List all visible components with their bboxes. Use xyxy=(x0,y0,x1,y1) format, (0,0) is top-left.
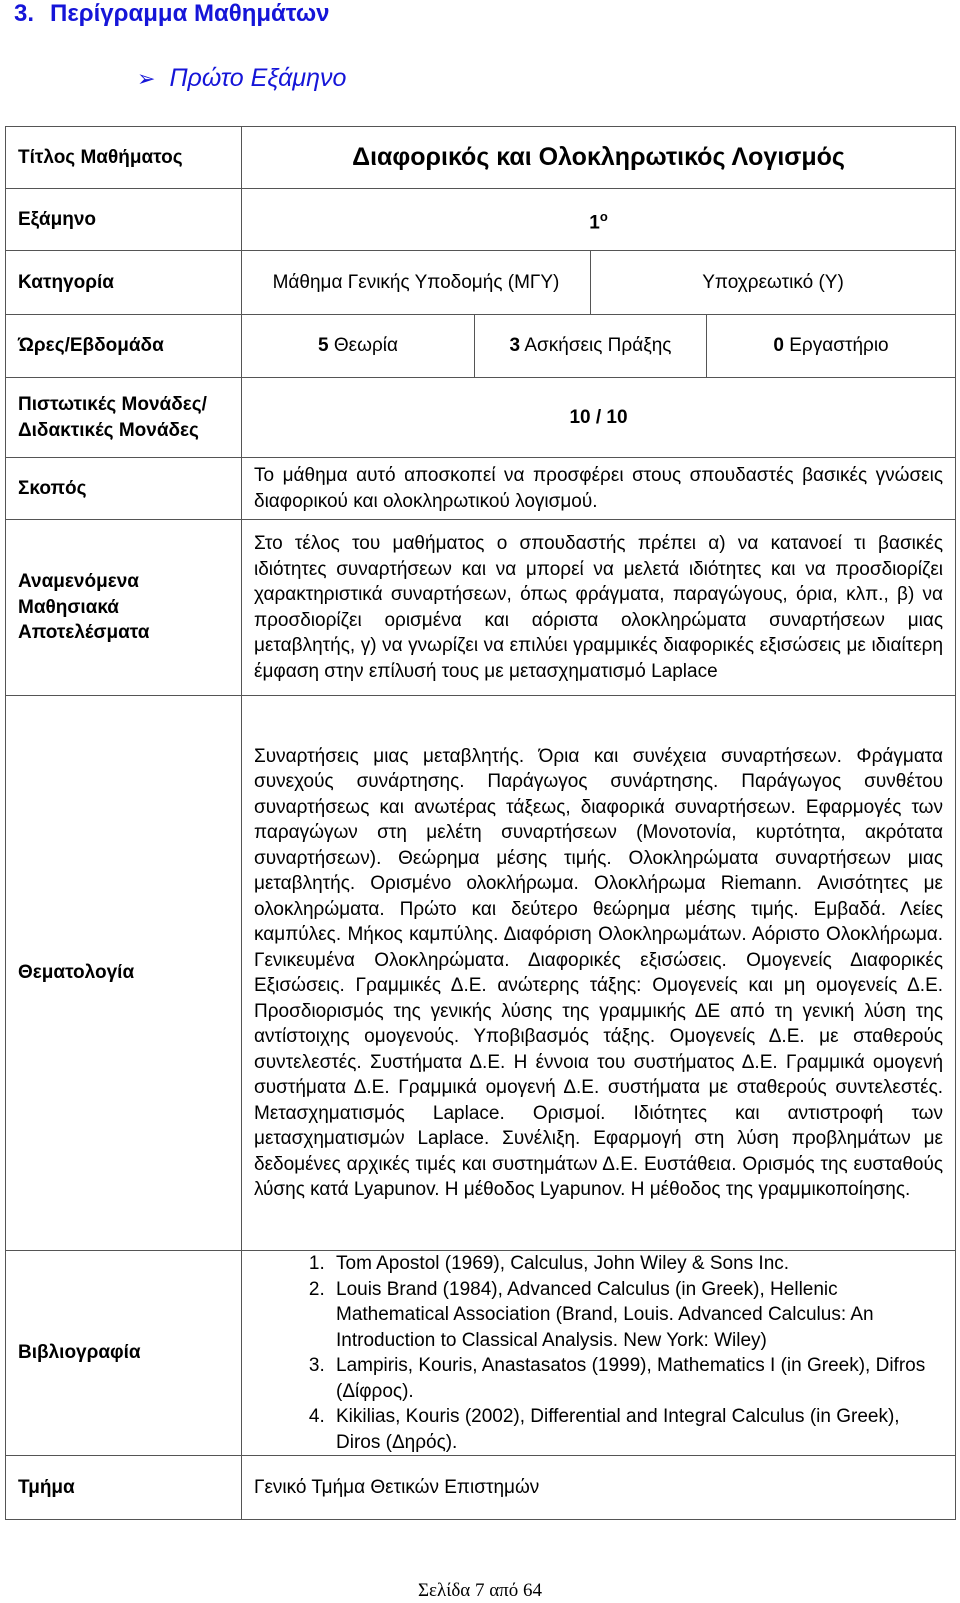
hours-exercises-text: Ασκήσεις Πράξης xyxy=(524,335,672,357)
course-title: Διαφορικός και Ολοκληρωτικός Λογισμός xyxy=(242,127,956,189)
semester-value xyxy=(242,189,956,251)
row-category xyxy=(6,251,956,315)
bibliography-item: 2. Louis Brand (1984), Advanced Calculus (in Greek), Hellenic Mathematical Association (Brand, Louis. Advanced Calculus: An Introduction to Classical Analysis. New York: Wiley) xyxy=(330,1277,943,1354)
hours-lab-num: 0 xyxy=(773,335,784,357)
section-heading xyxy=(14,0,329,28)
semester-number: 1 xyxy=(589,211,600,233)
topics-text: Συναρτήσεις μιας μεταβλητής. Όρια και συνέχεια συναρτήσεων. Φράγματα συνεχούς συνάρτησης. Παράγωγος συνάρτησης. Παράγωγος συνθέτου συναρτήσεως και ανωτέρας τάξεως, διαφορικά συναρτήσεων. Εφαρμογές των παραγώγων στη μελέτη συναρτήσεων (Μονοτονία, κυρτότητα, ακρότατα συναρτήσεων). Θεώρημα μέσης τιμής. Ολοκληρώματα συναρτήσεων μιας μεταβλητής. Ορισμένο ολοκλήρωμα. Ολοκλήρωμα Riemann. Ανισότητες με ολοκληρώματα. Πρώτο και δεύτερο θεώρημα μέσης τιμής. Εμβαδά. Λείες καμπύλες. Μήκος καμπύλης. Διαφόριση Ολοκληρωμάτων. Αόριστο Ολοκλήρωμα. Γενικευμένα Ολοκληρώματα. Διαφορικές εξισώσεις. Ομογενείς Διαφορικές Εξισώσεις. Γραμμικές Δ.Ε. ανώτερης τάξης: Ομογενείς και μη ομογενείς Δ.Ε. Προσδιορισμός της γενικής λύσης της γραμμικής ΔΕ από τη γενική λύση της αντίστοιχης ομογενούς. Υποβιβασμός τάξης. Ομογενείς Δ.Ε. με σταθερούς συντελεστές. Συστήματα Δ.Ε. Η έννοια του συστήματος Δ.Ε. Γραμμικά ομογενή συστήματα Δ.Ε. Γραμμικά ομογενή Δ.Ε. συστήματα με σταθερούς συντελεστές. Μετασχηματισμός Laplace. Ορισμοί. Ιδιότητες και αντιστροφή των μετασχηματισμών Laplace. Συνέλιξη. Εφαρμογή στη λύση προβλημάτων με δεδομένες αρχικές τιμές και συστημάτων Δ.Ε. Ευστάθεια. Ορισμός της ευσταθούς λύσης κατά Lyapunov. Η μέθοδος Lyapunov. Η μέθοδος της γραμμικοποίησης. xyxy=(242,696,956,1251)
row-outcomes xyxy=(6,520,956,696)
course-outline-table xyxy=(5,126,956,1520)
department-value: Γενικό Τμήμα Θετικών Επιστημών xyxy=(242,1456,956,1520)
hours-lab-text: Εργαστήριο xyxy=(789,335,889,357)
aim-label: Σκοπός xyxy=(6,458,242,520)
category-type: Μάθημα Γενικής Υποδομής (ΜΓΥ) xyxy=(242,251,591,315)
section-title: Περίγραμμα Μαθημάτων xyxy=(50,0,330,27)
category-label: Κατηγορία xyxy=(6,251,242,315)
bibliography-list xyxy=(254,1251,943,1455)
bibliography-item: 3. Lampiris, Kouris, Anastasatos (1999), Mathematics I (in Greek), Difros (Δίφρος). xyxy=(330,1353,943,1404)
credits-label: Πιστωτικές Μονάδες/ Διδακτικές Μονάδες xyxy=(6,378,242,458)
row-title xyxy=(6,127,956,189)
bibliography-label: Βιβλιογραφία xyxy=(6,1251,242,1456)
row-department xyxy=(6,1456,956,1520)
semester-subheading xyxy=(137,64,346,93)
bibliography-cell xyxy=(242,1251,956,1456)
hours-theory-text: Θεωρία xyxy=(333,335,398,357)
row-hours xyxy=(6,315,956,378)
row-credits xyxy=(6,378,956,458)
credits-value: 10 / 10 xyxy=(242,378,956,458)
topics-label: Θεματολογία xyxy=(6,696,242,1251)
hours-theory-num: 5 xyxy=(318,335,329,357)
row-aim xyxy=(6,458,956,520)
semester-suffix: ο xyxy=(599,208,608,224)
hours-lab xyxy=(707,315,956,378)
category-required: Υποχρεωτικό (Υ) xyxy=(591,251,956,315)
row-bibliography xyxy=(6,1251,956,1456)
page-footer: Σελίδα 7 από 64 xyxy=(417,1580,543,1601)
semester-subheading-text: Πρώτο Εξάμηνο xyxy=(169,64,347,92)
department-label: Τμήμα xyxy=(6,1456,242,1520)
hours-exercises xyxy=(475,315,707,378)
semester-label: Εξάμηνο xyxy=(6,189,242,251)
row-semester xyxy=(6,189,956,251)
bibliography-item: 4. Kikilias, Kouris (2002), Differential and Integral Calculus (in Greek), Diros (Δηρός). xyxy=(330,1404,943,1455)
outcomes-label: Αναμενόμενα Μαθησιακά Αποτελέσματα xyxy=(6,520,242,696)
outcomes-text: Στο τέλος του μαθήματος ο σπουδαστής πρέπει α) να κατανοεί τι βασικές ιδιότητες συναρτήσεων και να μπορεί να μελετά ιδιότητες και να προσδιορίζει χαρακτηριστικά συναρτήσεων, όπως φράγματα, παραγώγους, όρια, κλπ., β) να προσδιορίζει ορισμένα και αόριστα ολοκληρώματα συναρτήσεων μιας μεταβλητής, γ) να γνωρίζει να επιλύει γραμμικές διαφορικές εξισώσεις με ιδιαίτερη έμφαση στην επίλυσή τους με μετασχηματισμό Laplace xyxy=(242,520,956,696)
hours-exercises-num: 3 xyxy=(509,335,521,357)
title-label: Τίτλος Μαθήματος xyxy=(6,127,242,189)
arrow-bullet-icon: ➢ xyxy=(137,66,156,91)
hours-label: Ώρες/Εβδομάδα xyxy=(6,315,242,378)
aim-text: Το μάθημα αυτό αποσκοπεί να προσφέρει στους σπουδαστές βασικές γνώσεις διαφορικού και ολοκληρωτικού λογισμού. xyxy=(242,458,956,520)
hours-theory xyxy=(242,315,475,378)
bibliography-item: 1. Tom Apostol (1969), Calculus, John Wiley & Sons Inc. xyxy=(330,1251,943,1277)
row-topics xyxy=(6,696,956,1251)
section-number: 3. xyxy=(14,0,35,27)
